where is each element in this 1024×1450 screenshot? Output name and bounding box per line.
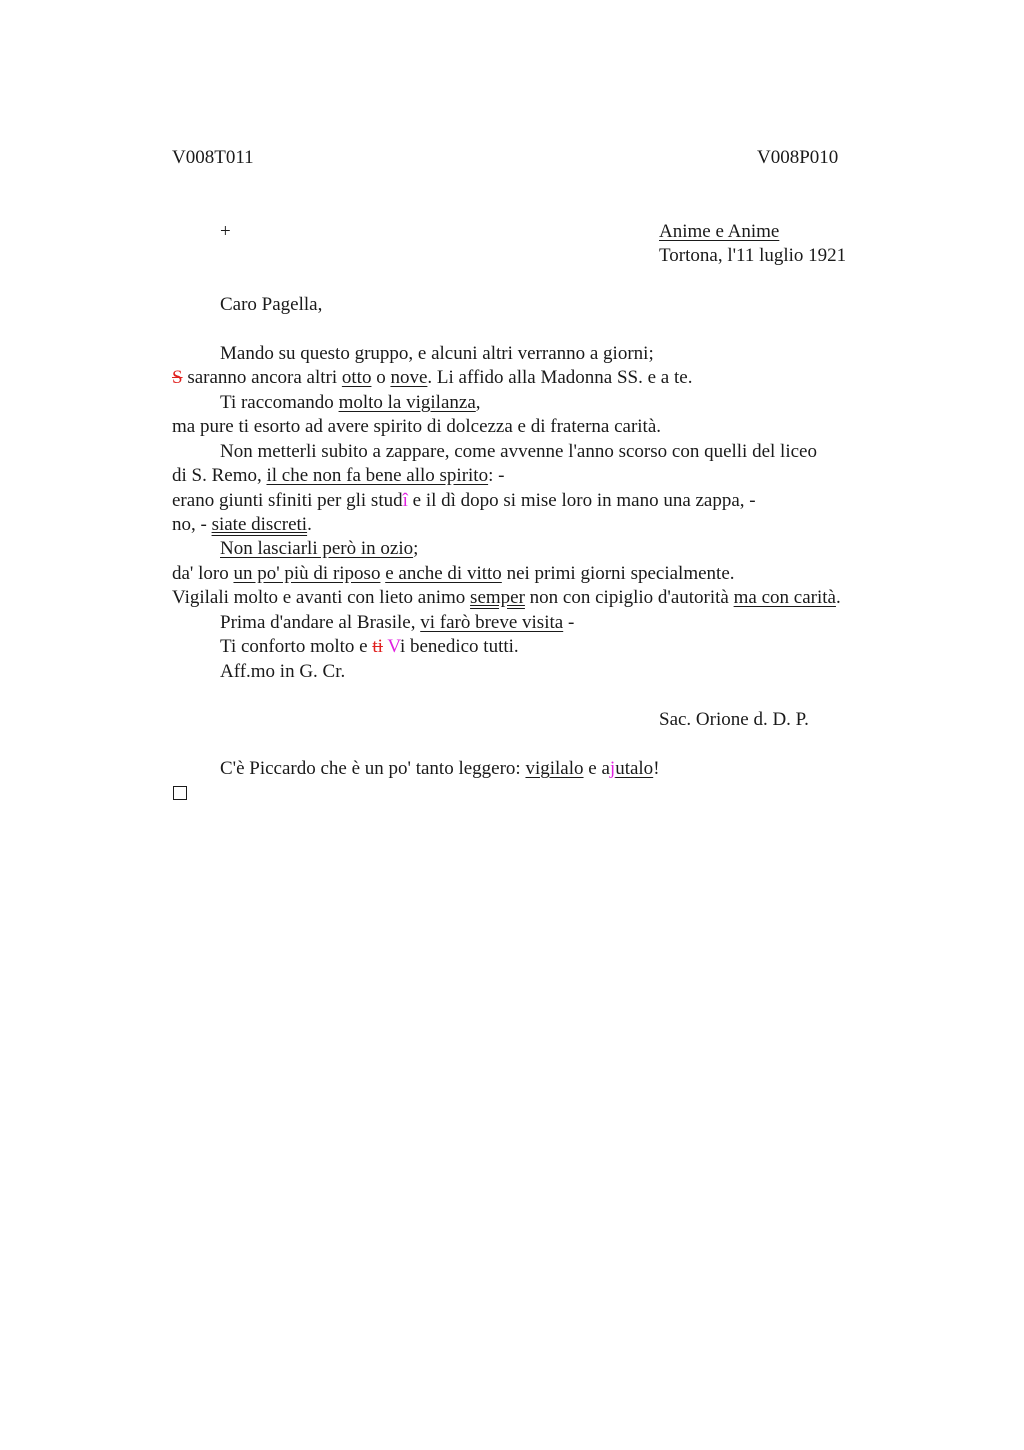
body-line-12: Prima d'andare al Brasile, vi farò breve visita - — [220, 612, 575, 633]
inserted-text: j — [609, 758, 616, 779]
place-date: Tortona, l'11 luglio 1921 — [659, 245, 847, 266]
body-line-9: Non lasciarli però in ozio; — [220, 538, 419, 559]
end-marker-square-icon — [173, 786, 187, 800]
inserted-text: î — [402, 490, 408, 511]
body-line-1: Mando su questo gruppo, e alcuni altri verranno a giorni; — [220, 343, 654, 364]
body-line-5: Non metterli subito a zappare, come avvenne l'anno scorso con quelli del liceo — [220, 441, 817, 462]
postscript: C'è Piccardo che è un po' tanto leggero: vigilalo e ajutalo! — [220, 758, 660, 779]
body-line-6: di S. Remo, il che non fa bene allo spirito: - — [172, 465, 505, 486]
body-line-13: Ti conforto molto e ti Vi benedico tutti. — [220, 636, 519, 657]
letter-title: Anime e Anime — [659, 221, 780, 242]
deleted-text: S — [172, 367, 183, 388]
deleted-text: ti — [372, 636, 383, 657]
salutation: Caro Pagella, — [220, 294, 323, 315]
body-line-2: S saranno ancora altri otto o nove. Li affido alla Madonna SS. e a te. — [172, 367, 693, 388]
body-line-7: erano giunti sfiniti per gli studî e il dì dopo si mise loro in mano una zappa, - — [172, 490, 756, 511]
body-line-8: no, - siate discreti. — [172, 514, 312, 535]
document-code-right: V008P010 — [757, 147, 839, 168]
closing: Aff.mo in G. Cr. — [220, 661, 346, 682]
document-code-left: V008T011 — [172, 147, 254, 168]
signature: Sac. Orione d. D. P. — [659, 709, 809, 730]
body-line-4: ma pure ti esorto ad avere spirito di dolcezza e di fraterna carità. — [172, 416, 662, 437]
body-line-3: Ti raccomando molto la vigilanza, — [220, 392, 481, 413]
body-line-11: Vigilali molto e avanti con lieto animo semper non con cipiglio d'autorità ma con carità. — [172, 587, 841, 608]
cross-symbol: + — [220, 221, 231, 242]
inserted-text: V — [387, 636, 400, 657]
body-line-10: da' loro un po' più di riposo e anche di vitto nei primi giorni specialmente. — [172, 563, 735, 584]
